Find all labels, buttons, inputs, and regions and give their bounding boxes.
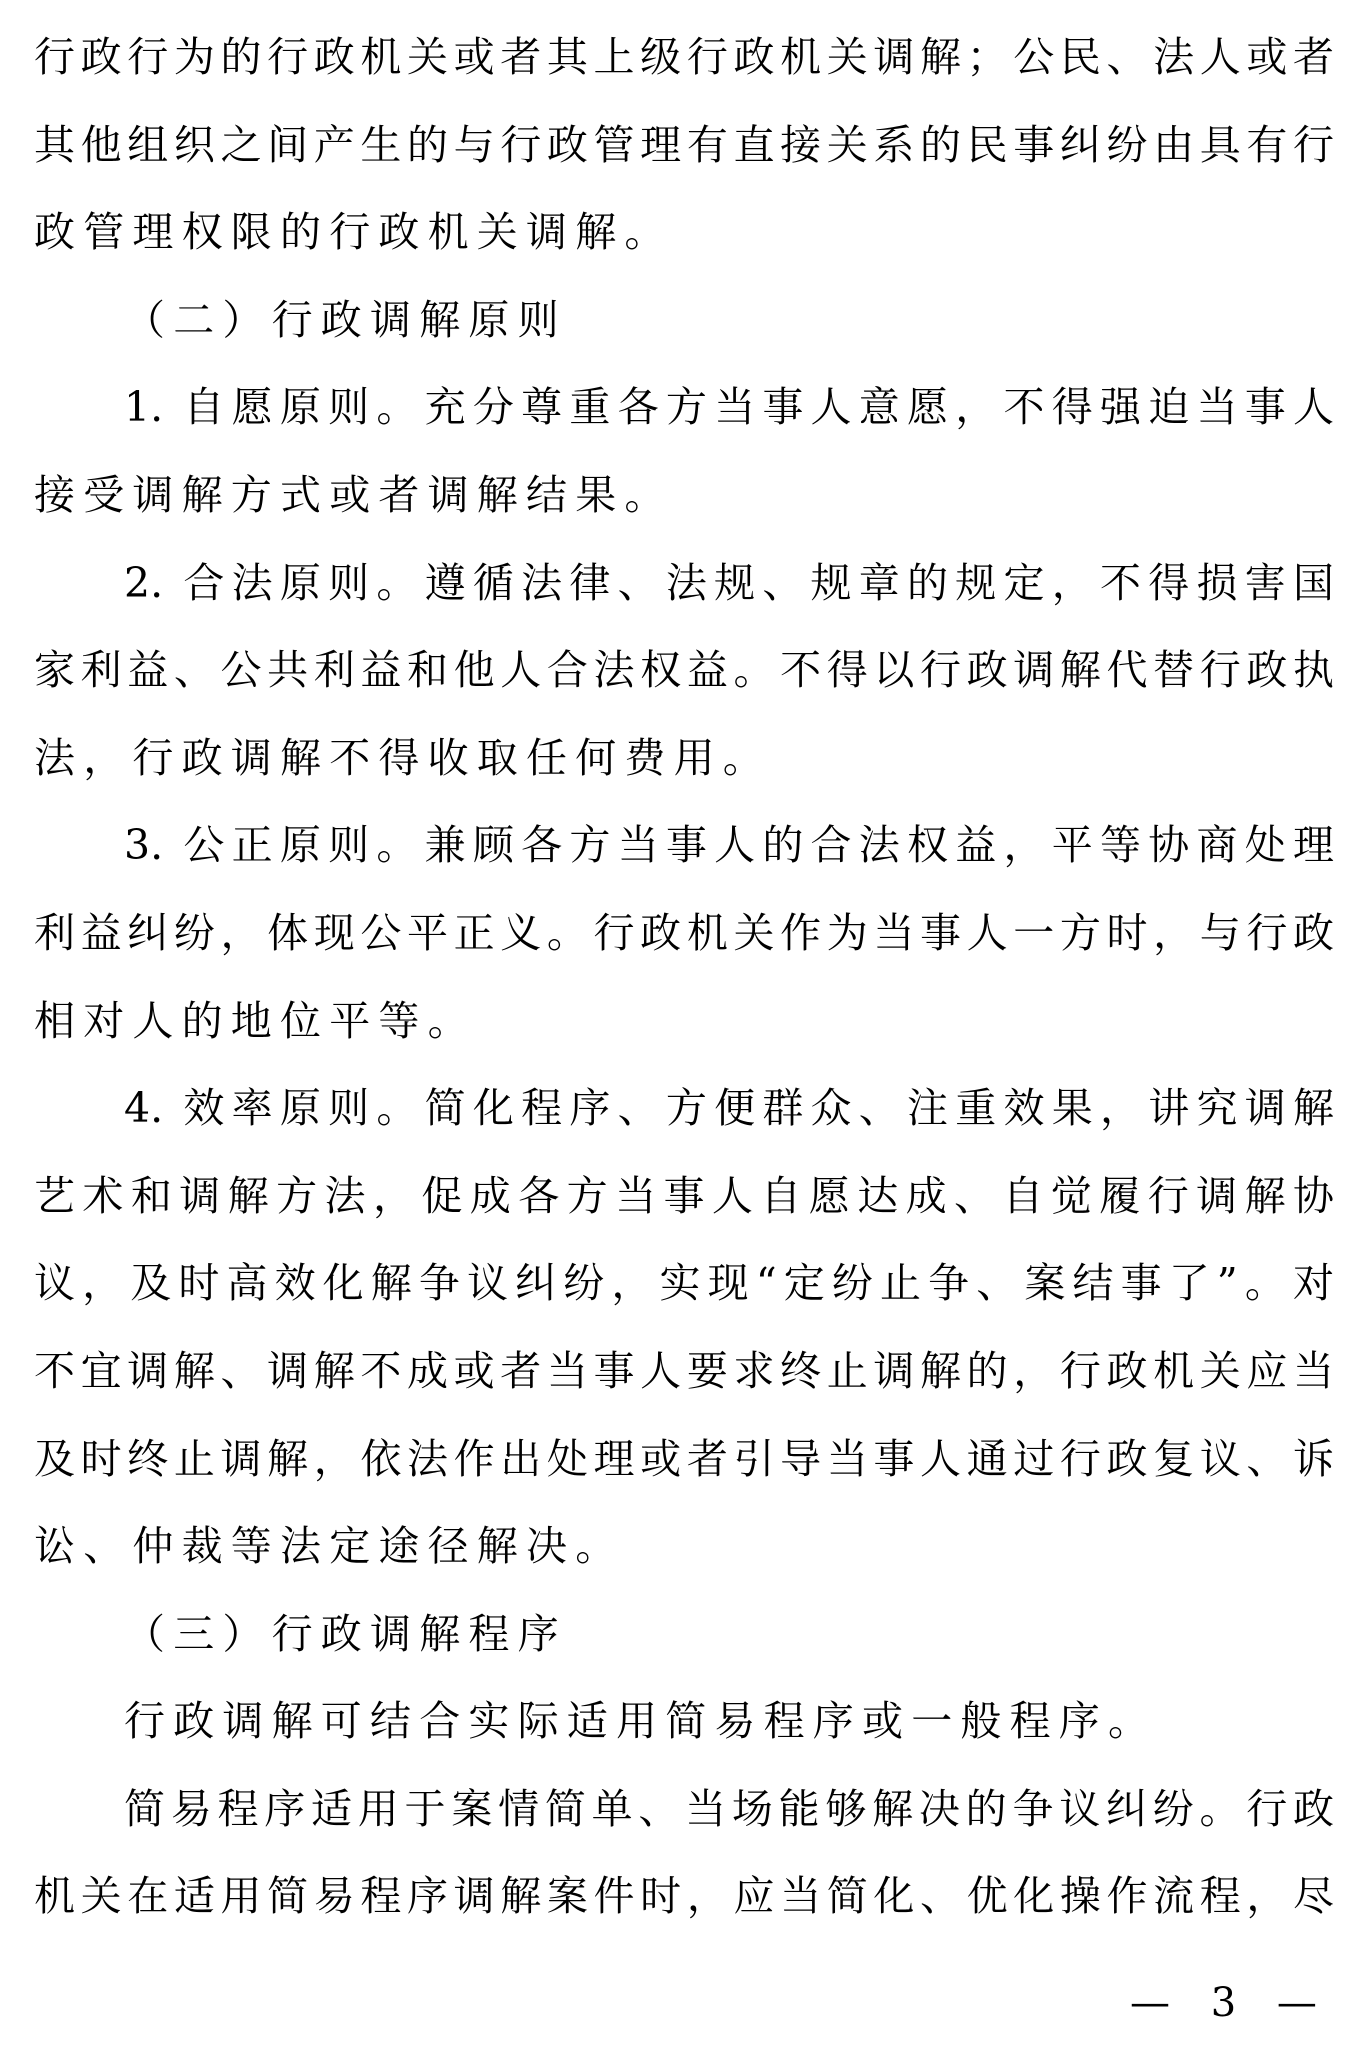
- text-line: （三）行政调解程序: [124, 1609, 567, 1658]
- text-line: 不宜调解、调解不成或者当事人要求终止调解的，行政机关应当: [34, 1346, 1334, 1395]
- text-line: 2. 合法原则。遵循法律、法规、规章的规定，不得损害国: [124, 558, 1334, 607]
- text-line: 机关在适用简易程序调解案件时，应当简化、优化操作流程，尽: [34, 1872, 1334, 1921]
- text-line: 行政行为的行政机关或者其上级行政机关调解；公民、法人或者: [34, 33, 1334, 81]
- text-line: 艺术和调解方法，促成各方当事人自愿达成、自觉履行调解协: [34, 1171, 1334, 1220]
- text-line: 简易程序适用于案情简单、当场能够解决的争议纠纷。行政: [124, 1784, 1334, 1833]
- text-line: 议，及时高效化解争议纠纷，实现“定纷止争、案结事了”。对: [34, 1259, 1334, 1308]
- text-line: 政管理权限的行政机关调解。: [34, 208, 674, 257]
- text-line: 法，行政调解不得收取任何费用。: [34, 733, 772, 782]
- page-number: — 3 —: [1130, 1980, 1331, 2026]
- text-line: （二）行政调解原则: [124, 295, 567, 344]
- text-line: 1. 自愿原则。充分尊重各方当事人意愿，不得强迫当事人: [124, 383, 1334, 432]
- text-line: 3. 公正原则。兼顾各方当事人的合法权益，平等协商处理: [124, 821, 1334, 870]
- text-line: 其他组织之间产生的与行政管理有直接关系的民事纠纷由具有行: [34, 120, 1334, 169]
- text-line: 行政调解可结合实际适用简易程序或一般程序。: [124, 1697, 1158, 1746]
- text-line: 接受调解方式或者调解结果。: [34, 470, 674, 519]
- document-body: [34, 14, 1334, 1941]
- text-line: 及时终止调解，依法作出处理或者引导当事人通过行政复议、诉: [34, 1434, 1334, 1483]
- text-line: 利益纠纷，体现公平正义。行政机关作为当事人一方时，与行政: [34, 908, 1334, 957]
- text-line: 家利益、公共利益和他人合法权益。不得以行政调解代替行政执: [34, 646, 1334, 695]
- text-line: 讼、仲裁等法定途径解决。: [34, 1522, 625, 1571]
- text-line: 4. 效率原则。简化程序、方便群众、注重效果，讲究调解: [124, 1084, 1334, 1133]
- text-line: 相对人的地位平等。: [34, 996, 477, 1045]
